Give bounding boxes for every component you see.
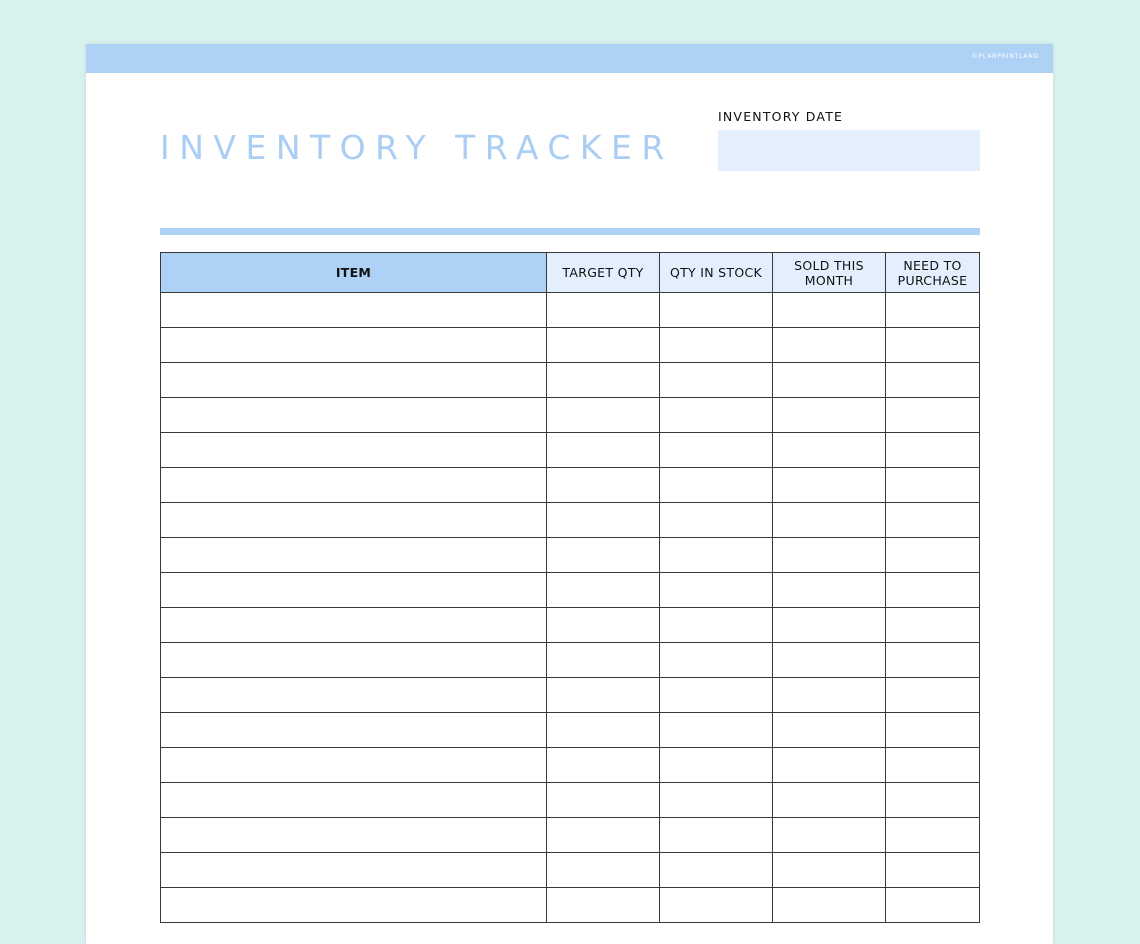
cell-sold-this-month[interactable]: [773, 363, 886, 398]
cell-sold-this-month[interactable]: [773, 713, 886, 748]
cell-need-to-purchase[interactable]: [886, 783, 980, 818]
cell-item[interactable]: [161, 538, 547, 573]
cell-need-to-purchase[interactable]: [886, 818, 980, 853]
cell-sold-this-month[interactable]: [773, 643, 886, 678]
cell-qty-in-stock[interactable]: [660, 293, 773, 328]
cell-qty-in-stock[interactable]: [660, 433, 773, 468]
table-row: [161, 748, 980, 783]
cell-sold-this-month[interactable]: [773, 818, 886, 853]
cell-qty-in-stock[interactable]: [660, 643, 773, 678]
page-title: INVENTORY TRACKER: [160, 128, 674, 167]
column-header-target-qty: TARGET QTY: [547, 253, 660, 293]
cell-target-qty[interactable]: [547, 573, 660, 608]
table-row: [161, 573, 980, 608]
cell-item[interactable]: [161, 643, 547, 678]
table-row: [161, 783, 980, 818]
cell-sold-this-month[interactable]: [773, 538, 886, 573]
cell-target-qty[interactable]: [547, 293, 660, 328]
cell-sold-this-month[interactable]: [773, 748, 886, 783]
table-row: [161, 538, 980, 573]
cell-sold-this-month[interactable]: [773, 293, 886, 328]
table-row: [161, 503, 980, 538]
table-row: [161, 328, 980, 363]
cell-sold-this-month[interactable]: [773, 503, 886, 538]
cell-target-qty[interactable]: [547, 433, 660, 468]
cell-qty-in-stock[interactable]: [660, 853, 773, 888]
cell-item[interactable]: [161, 888, 547, 923]
cell-item[interactable]: [161, 363, 547, 398]
cell-qty-in-stock[interactable]: [660, 888, 773, 923]
cell-item[interactable]: [161, 853, 547, 888]
cell-qty-in-stock[interactable]: [660, 573, 773, 608]
cell-item[interactable]: [161, 293, 547, 328]
cell-qty-in-stock[interactable]: [660, 608, 773, 643]
cell-need-to-purchase[interactable]: [886, 748, 980, 783]
cell-item[interactable]: [161, 748, 547, 783]
cell-need-to-purchase[interactable]: [886, 328, 980, 363]
cell-need-to-purchase[interactable]: [886, 468, 980, 503]
table-row: [161, 398, 980, 433]
cell-need-to-purchase[interactable]: [886, 573, 980, 608]
cell-target-qty[interactable]: [547, 853, 660, 888]
cell-target-qty[interactable]: [547, 608, 660, 643]
cell-target-qty[interactable]: [547, 398, 660, 433]
cell-item[interactable]: [161, 398, 547, 433]
table-row: [161, 293, 980, 328]
cell-need-to-purchase[interactable]: [886, 398, 980, 433]
table-row: [161, 818, 980, 853]
cell-item[interactable]: [161, 468, 547, 503]
top-band: [86, 44, 1053, 73]
cell-qty-in-stock[interactable]: [660, 503, 773, 538]
cell-target-qty[interactable]: [547, 538, 660, 573]
inventory-table: [160, 252, 980, 923]
cell-target-qty[interactable]: [547, 643, 660, 678]
column-header-need-to-purchase: NEED TO PURCHASE: [886, 253, 980, 293]
cell-item[interactable]: [161, 678, 547, 713]
cell-sold-this-month[interactable]: [773, 398, 886, 433]
cell-qty-in-stock[interactable]: [660, 363, 773, 398]
cell-qty-in-stock[interactable]: [660, 328, 773, 363]
table-body: [161, 293, 980, 923]
cell-need-to-purchase[interactable]: [886, 643, 980, 678]
cell-target-qty[interactable]: [547, 363, 660, 398]
table-header-row: [161, 253, 980, 293]
cell-target-qty[interactable]: [547, 678, 660, 713]
copyright-text: ©PLANPRINTLAND: [971, 53, 1039, 60]
cell-qty-in-stock[interactable]: [660, 678, 773, 713]
cell-qty-in-stock[interactable]: [660, 538, 773, 573]
cell-target-qty[interactable]: [547, 748, 660, 783]
table-row: [161, 713, 980, 748]
table-row: [161, 433, 980, 468]
cell-target-qty[interactable]: [547, 818, 660, 853]
cell-need-to-purchase[interactable]: [886, 608, 980, 643]
cell-sold-this-month[interactable]: [773, 853, 886, 888]
cell-qty-in-stock[interactable]: [660, 713, 773, 748]
cell-need-to-purchase[interactable]: [886, 363, 980, 398]
cell-sold-this-month[interactable]: [773, 678, 886, 713]
table-row: [161, 888, 980, 923]
cell-item[interactable]: [161, 503, 547, 538]
cell-target-qty[interactable]: [547, 783, 660, 818]
cell-need-to-purchase[interactable]: [886, 503, 980, 538]
cell-target-qty[interactable]: [547, 468, 660, 503]
cell-qty-in-stock[interactable]: [660, 818, 773, 853]
cell-item[interactable]: [161, 433, 547, 468]
table-row: [161, 678, 980, 713]
cell-target-qty[interactable]: [547, 888, 660, 923]
cell-sold-this-month[interactable]: [773, 888, 886, 923]
cell-target-qty[interactable]: [547, 713, 660, 748]
cell-item[interactable]: [161, 783, 547, 818]
cell-qty-in-stock[interactable]: [660, 783, 773, 818]
cell-qty-in-stock[interactable]: [660, 468, 773, 503]
cell-sold-this-month[interactable]: [773, 573, 886, 608]
cell-need-to-purchase[interactable]: [886, 538, 980, 573]
cell-target-qty[interactable]: [547, 503, 660, 538]
cell-need-to-purchase[interactable]: [886, 853, 980, 888]
inventory-date-label: INVENTORY DATE: [718, 109, 844, 124]
cell-item[interactable]: [161, 573, 547, 608]
inventory-date-field[interactable]: [718, 130, 980, 171]
cell-target-qty[interactable]: [547, 328, 660, 363]
cell-need-to-purchase[interactable]: [886, 293, 980, 328]
table-row: [161, 643, 980, 678]
column-header-qty-in-stock: QTY IN STOCK: [660, 253, 773, 293]
cell-item[interactable]: [161, 713, 547, 748]
cell-item[interactable]: [161, 608, 547, 643]
cell-need-to-purchase[interactable]: [886, 888, 980, 923]
cell-sold-this-month[interactable]: [773, 608, 886, 643]
cell-item[interactable]: [161, 818, 547, 853]
column-header-sold-this-month: SOLD THIS MONTH: [773, 253, 886, 293]
cell-need-to-purchase[interactable]: [886, 713, 980, 748]
cell-sold-this-month[interactable]: [773, 783, 886, 818]
table-row: [161, 468, 980, 503]
table-row: [161, 853, 980, 888]
table-row: [161, 608, 980, 643]
cell-need-to-purchase[interactable]: [886, 433, 980, 468]
cell-need-to-purchase[interactable]: [886, 678, 980, 713]
cell-sold-this-month[interactable]: [773, 468, 886, 503]
table-row: [161, 363, 980, 398]
cell-sold-this-month[interactable]: [773, 433, 886, 468]
cell-qty-in-stock[interactable]: [660, 748, 773, 783]
cell-item[interactable]: [161, 328, 547, 363]
cell-qty-in-stock[interactable]: [660, 398, 773, 433]
column-header-item: ITEM: [161, 253, 547, 293]
cell-sold-this-month[interactable]: [773, 328, 886, 363]
header-divider: [160, 228, 980, 235]
inventory-sheet: [86, 44, 1053, 944]
